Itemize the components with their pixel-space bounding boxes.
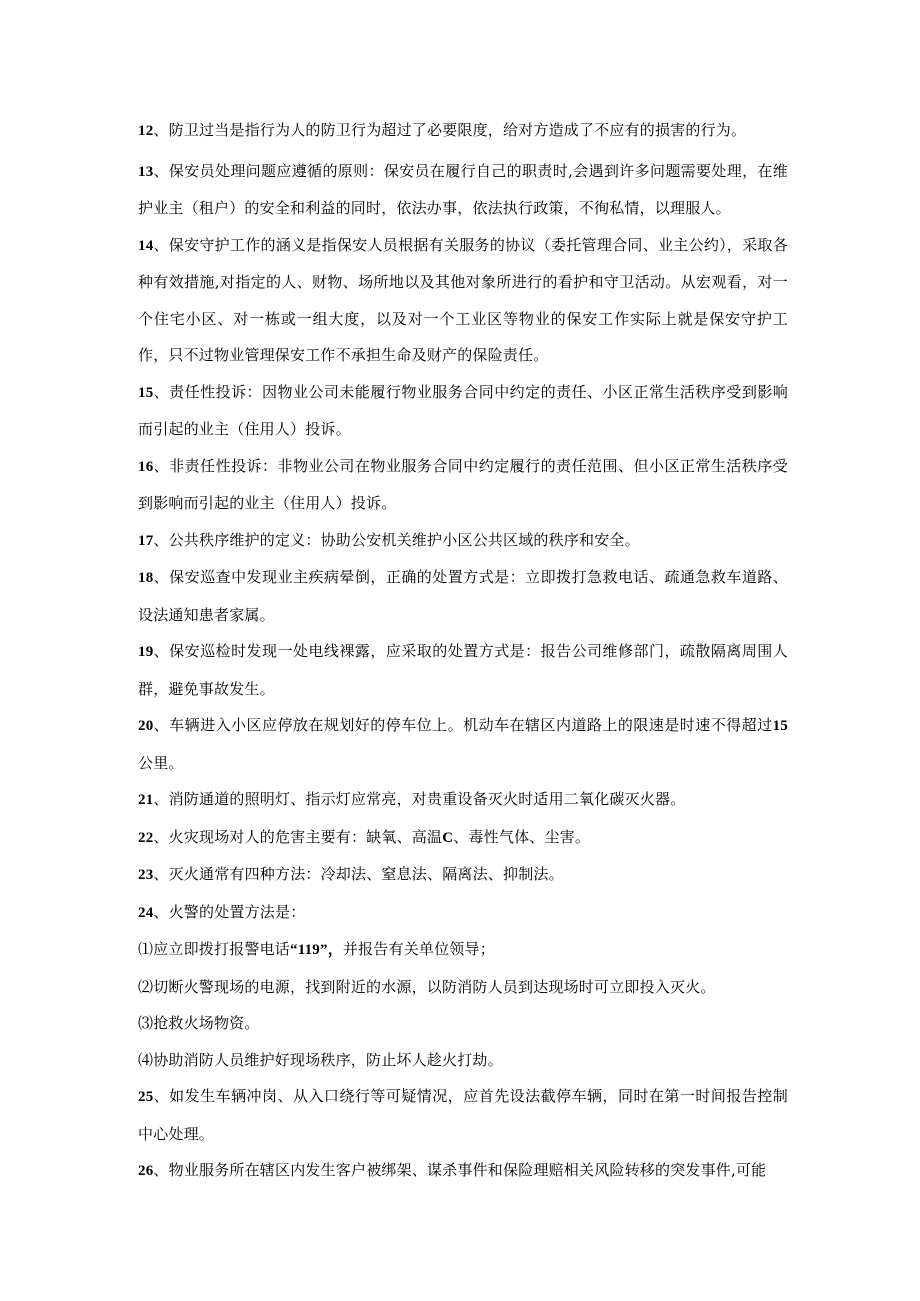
item-18 (138, 559, 788, 633)
item-14 (138, 227, 788, 374)
sub-item-1 (138, 931, 788, 969)
temperature-unit: C (442, 829, 454, 846)
item-22 (138, 819, 788, 857)
item-text-tail: 、毒性气体、尘害。 (453, 827, 591, 846)
item-15 (138, 374, 788, 448)
item-number: 14 (138, 237, 154, 254)
sub-item-text: ⑷协助消防人员维护好现场秩序，防止坏人趁火打劫。 (138, 1050, 503, 1069)
speed-limit-value: 15 (772, 718, 788, 734)
item-text: 、火灾现场对人的危害主要有：缺氧、高温 (153, 827, 443, 846)
item-24 (138, 894, 788, 932)
sub-item-3 (138, 1005, 788, 1042)
item-text-tail: 公里。 (138, 753, 184, 772)
item-17 (138, 522, 788, 560)
sub-item-text: ⑶抢救火场物资。 (138, 1014, 260, 1032)
item-12 (138, 112, 788, 150)
item-text: 、保安守护工作的涵义是指保安人员根据有关服务的协议（委托管理合同、业主公约），采取各种有效措施,对指定的人、财物、场所地以及其他对象所进行的看护和守卫活动。从宏观看，对一个住宅小区、对一栋或一组大度，以及对一个工业区等物业的保安工作实际上就是保安守护工作，只不过物业管理保安工作不承担生命及财产的保险责任。 (138, 235, 788, 364)
item-text: 、责任性投诉：因物业公司未能履行物业服务合同中约定的责任、小区正常生活秩序受到影响而引起的业主（住用人）投诉。 (138, 382, 788, 438)
item-number: 17 (138, 532, 154, 549)
emergency-number: “119”， (290, 942, 343, 958)
item-25 (138, 1078, 788, 1152)
item-16 (138, 448, 788, 522)
sub-item-text-tail: 并报告有关单位领导； (342, 940, 495, 958)
item-text: 、保安员处理问题应遵循的原则：保安员在履行自己的职责时,会遇到许多问题需要处理，在维护业主（租户）的安全和利益的同时，依法办事，依法执行政策，不徇私情，以理服人。 (138, 161, 788, 217)
item-text: 、非责任性投诉：非物业公司在物业服务合同中约定履行的责任范围、但小区正常生活秩序受到影响而引起的业主（住用人）投诉。 (138, 456, 788, 512)
item-21 (138, 781, 788, 819)
item-number: 16 (138, 458, 154, 475)
item-number: 20 (138, 718, 154, 734)
document-body (138, 112, 788, 1190)
item-text: 、消防通道的照明灯、指示灯应常亮，对贵重设备灭火时适用二氧化碳灭火器。 (153, 790, 686, 808)
item-number: 13 (138, 163, 154, 180)
sub-item-text: ⑴应立即拨打报警电话 (138, 940, 291, 958)
item-number: 24 (138, 904, 154, 921)
item-number: 25 (138, 1089, 154, 1105)
sub-item-text: ⑵切断火警现场的电源，找到附近的水源，以防消防人员到达现场时可立即投入灭火。 (138, 977, 716, 996)
item-text: 、火警的处置方法是： (153, 902, 306, 921)
item-number: 12 (138, 123, 154, 139)
item-number: 15 (138, 384, 154, 401)
item-20 (138, 707, 788, 781)
item-23 (138, 856, 788, 894)
item-text: 、保安巡检时发现一处电线裸露，应采取的处置方式是：报告公司维修部门，疏散隔离周围人群，避免事故发生。 (138, 642, 788, 698)
item-text: 、保安巡查中发现业主疾病晕倒，正确的处置方式是：立即拨打急救电话、疏通急救车道路、设法通知患者家属。 (138, 568, 788, 624)
item-26 (138, 1152, 788, 1190)
item-number: 22 (138, 829, 154, 846)
item-text: 、车辆进入小区应停放在规划好的停车位上。机动车在辖区内道路上的限速是时速不得超过 (153, 716, 773, 734)
item-number: 21 (138, 792, 154, 808)
item-number: 18 (138, 570, 154, 586)
sub-item-4 (138, 1042, 788, 1079)
item-number: 26 (138, 1163, 154, 1179)
item-text: 、公共秩序维护的定义：协助公安机关维护小区公共区域的秩序和安全。 (153, 530, 640, 549)
item-text: 、防卫过当是指行为人的防卫行为超过了必要限度，给对方造成了不应有的损害的行为。 (153, 121, 747, 139)
sub-item-2 (138, 969, 788, 1006)
item-19 (138, 633, 788, 707)
item-text: 、灭火通常有四种方法：冷却法、窒息法、隔离法、抑制法。 (153, 865, 564, 883)
item-number: 23 (138, 867, 154, 883)
item-13 (138, 153, 788, 227)
item-number: 19 (138, 644, 154, 660)
item-text: 、物业服务所在辖区内发生客户被绑架、谋杀事件和保险理赔相关风险转移的突发事件,可能 (153, 1161, 767, 1179)
item-text: 、如发生车辆冲岗、从入口绕行等可疑情况，应首先设法截停车辆，同时在第一时间报告控制中心处理。 (138, 1087, 788, 1143)
